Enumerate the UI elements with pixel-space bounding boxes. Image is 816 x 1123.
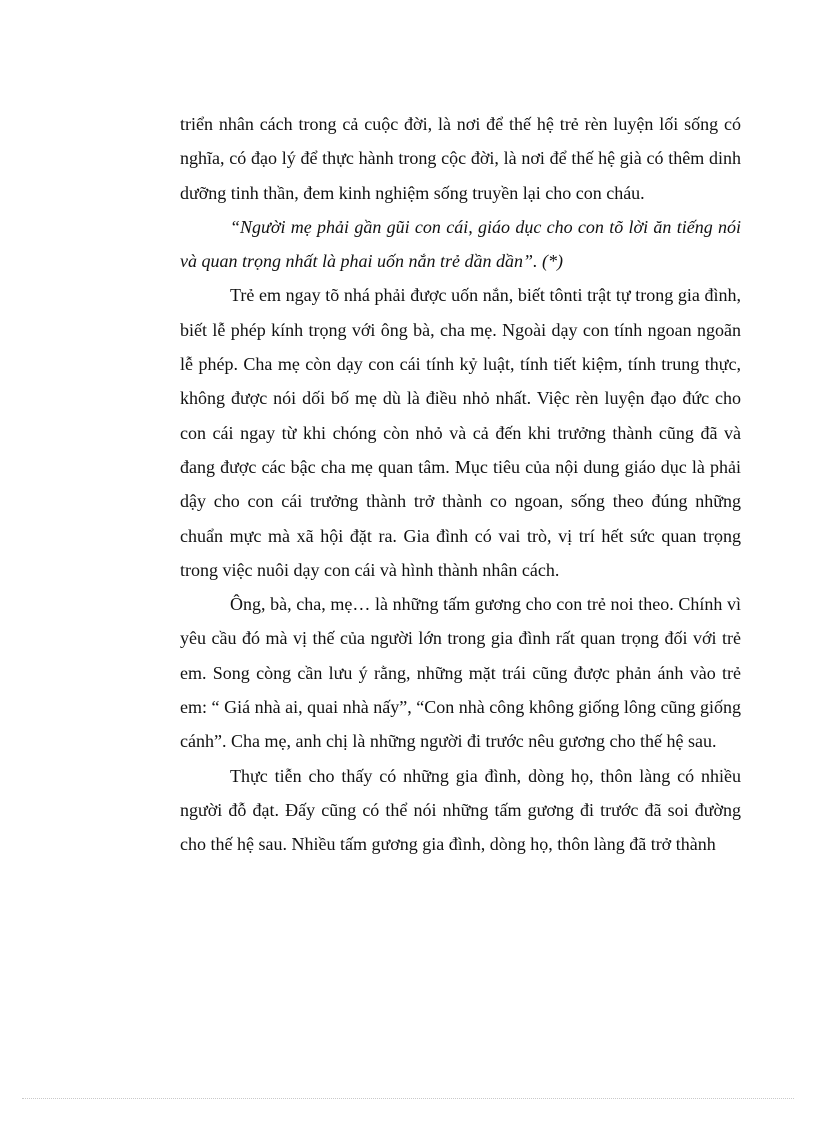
paragraph-role-models: Ông, bà, cha, mẹ… là những tấm gương cho con trẻ noi theo. Chính vì yêu cầu đó mà vị thế của người lớn trong gia đình rất quan trọng đối với trẻ em. Song còng cần lưu ý rằng, những mặt trái cũng được phản ánh vào trẻ em: “ Giá nhà ai, quai nhà nấy”, “Con nhà công không giống lông cũng giống cánh”. Cha mẹ, anh chị là những người đi trước nêu gương cho thế hệ sau. <box>180 594 741 752</box>
paragraph-continuation: triển nhân cách trong cả cuộc đời, là nơi để thế hệ trẻ rèn luyện lối sống có nghĩa, có đạo lý để thực hành trong cộc đời, là nơi để thế hệ già có thêm dinh dưỡng tinh thần, đem kinh nghiệm sống truyền lại cho con cháu. <box>180 114 741 203</box>
page-bottom-divider <box>22 1098 794 1099</box>
paragraph-practice: Thực tiễn cho thấy có những gia đình, dòng họ, thôn làng có nhiều người đỗ đạt. Đấy cũng có thể nói những tấm gương đi trước đã soi đường cho thế hệ sau. Nhiều tấm gương gia đình, dòng họ, thôn làng đã trở thành <box>180 765 741 855</box>
paragraph-quote: “Người mẹ phải gần gũi con cái, giáo dục cho con tõ lời ăn tiếng nói và quan trọng nhất là phai uốn nắn trẻ dần dần”. (*) <box>180 216 741 272</box>
paragraph-upbringing: Trẻ em ngay tõ nhá phải được uốn nắn, biết tônti trật tự trong gia đình, biết lễ phép kính trọng với ông bà, cha mẹ. Ngoài dạy con tính ngoan ngoãn lễ phép. Cha mẹ còn dạy con cái tính kỷ luật, tính tiết kiệm, tính trung thực, không được nói dối bố mẹ dù là điều nhỏ nhất. Việc rèn luyện đạo đức cho con cái ngay từ khi chóng còn nhỏ và cả đến khi trưởng thành cũng đã và đang được các bậc cha mẹ quan tâm. Mục tiêu của nội dung giáo dục là phải dậy cho con cái trưởng thành trở thành co ngoan, sống theo đúng những chuẩn mực mà xã hội đặt ra. Gia đình có vai trò, vị trí hết sức quan trọng trong việc nuôi dạy con cái và hình thành nhân cách. <box>180 285 741 580</box>
body-text <box>180 107 741 862</box>
